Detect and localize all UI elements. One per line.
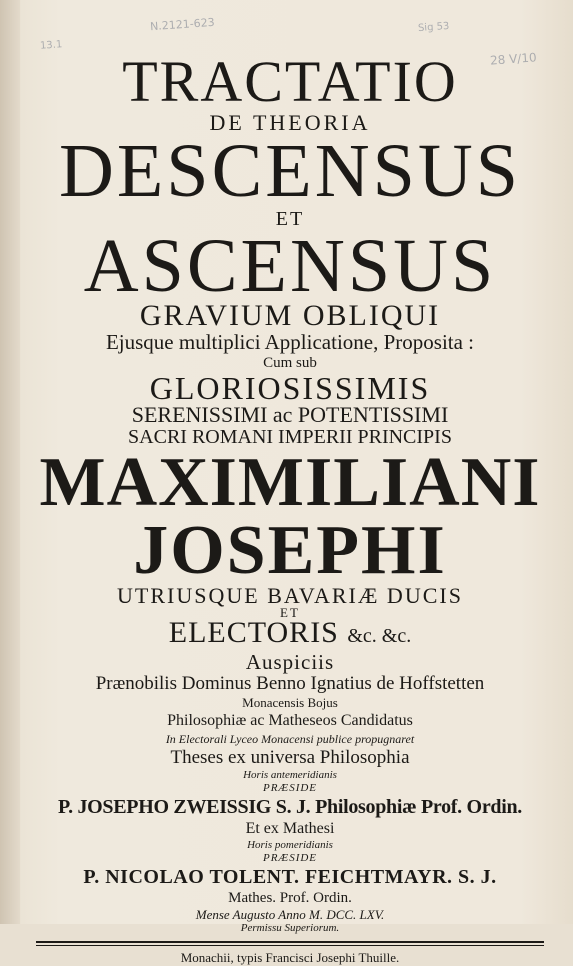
body-line: Philosophiæ ac Matheseos Candidatus	[167, 712, 413, 729]
title-line: Ejusque multiplici Applicatione, Proposita :	[105, 330, 475, 354]
dedication-line: ET	[280, 605, 300, 620]
body-line: Auspiciis	[245, 650, 335, 674]
permission-line: Permissu Superiorum.	[240, 922, 340, 934]
binding-gutter	[0, 0, 20, 924]
dedication-name: MAXIMILIANI	[39, 444, 541, 521]
title-page-text	[30, 49, 550, 966]
title-line: ET	[275, 208, 305, 230]
title-line: DE THEORIA	[209, 110, 371, 135]
date-line: Mense Augusto Anno M. DCC. LXV.	[195, 907, 385, 922]
dedication-line	[30, 618, 550, 651]
title-line: TRACTATIO	[122, 49, 458, 114]
dedication-line: SACRI ROMANI IMPERII PRINCIPIS	[128, 426, 452, 448]
body-line: In Electorali Lyceo Monacensi publice propugnaret	[165, 732, 415, 746]
title-line: Cum sub	[263, 355, 317, 371]
pencil-annotation: N.2121-623	[149, 15, 216, 34]
body-line: Theses ex universa Philosophia	[170, 747, 410, 768]
pencil-annotation: 28 V/10	[489, 50, 538, 68]
title-line: DESCENSUS	[59, 129, 521, 213]
etc-text: &c. &c.	[347, 625, 412, 647]
double-rule-divider	[36, 941, 544, 946]
body-line: PRÆSIDE	[262, 852, 318, 864]
dedication-name: JOSEPHI	[133, 512, 447, 589]
imprint-line: Monachii, typis Francisci Josephi Thuille.	[180, 950, 400, 965]
title-line: GRAVIUM OBLIQUI	[139, 299, 441, 332]
body-line: Prænobilis Dominus Benno Ignatius de Hoffstetten	[95, 673, 485, 694]
body-line: Horis pomeridianis	[247, 839, 333, 851]
body-line: Monacensis Bojus	[242, 695, 338, 710]
electoris-text: ELECTORIS	[168, 616, 339, 649]
praeses-line: P. NICOLAO TOLENT. FEICHTMAYR. S. J.	[83, 866, 497, 888]
body-line: Mathes. Prof. Ordin.	[228, 890, 352, 906]
pencil-annotation: 13.1	[39, 39, 63, 52]
title-line: ASCENSUS	[83, 224, 497, 308]
dedication-line: SERENISSIMI ac POTENTISSIMI	[131, 402, 449, 427]
body-line: Horis antemeridianis	[243, 769, 337, 781]
dedication-line: GLORIOSISSIMIS	[149, 370, 431, 406]
dedication-line: UTRIUSQUE BAVARIÆ DUCIS	[117, 583, 463, 608]
body-line: PRÆSIDE	[262, 782, 318, 794]
praeses-line: P. JOSEPHO ZWEISSIG S. J. Philosophiæ Prof. Ordin.	[57, 796, 522, 818]
body-line: Et ex Mathesi	[245, 820, 335, 837]
pencil-annotation: Sig 53	[417, 20, 450, 35]
